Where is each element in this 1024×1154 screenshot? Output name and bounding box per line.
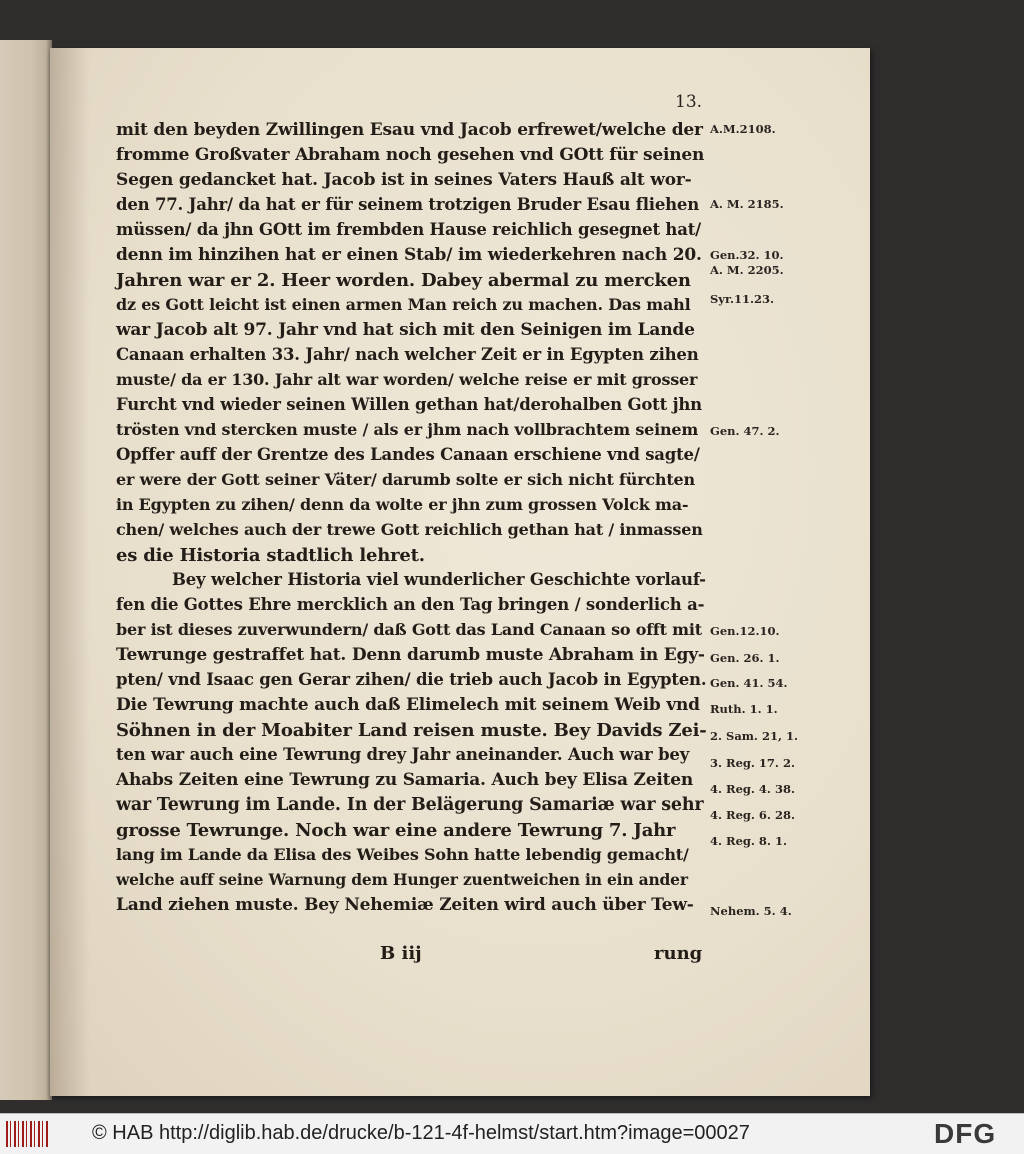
text-line: welche auff seine Warnung dem Hunger zuentweichen in ein ander — [116, 870, 688, 889]
margin-note: Nehem. 5. 4. — [710, 904, 792, 918]
text-line: in Egypten zu zihen/ denn da wolte er jhn zum grossen Volck ma- — [116, 495, 689, 514]
facing-page-edge — [0, 40, 52, 1100]
catchword: rung — [654, 943, 703, 964]
margin-note: 4. Reg. 6. 28. — [710, 808, 795, 822]
margin-note: Gen. 41. 54. — [710, 676, 788, 690]
text-line: grosse Tewrunge. Noch war eine andere Tewrung 7. Jahr — [116, 820, 676, 841]
copyright-url[interactable]: © HAB http://diglib.hab.de/drucke/b-121-4f-helmst/start.htm?image=00027 — [92, 1122, 750, 1144]
text-line: Söhnen in der Moabiter Land reisen muste. Bey Davids Zei- — [116, 720, 707, 741]
margin-note: Gen. 26. 1. — [710, 651, 780, 665]
book-page — [50, 48, 870, 1096]
margin-note: 2. Sam. 21, 1. — [710, 729, 798, 743]
margin-note: Gen.12.10. — [710, 624, 780, 638]
text-line: er were der Gott seiner Väter/ darumb solte er sich nicht fürchten — [116, 470, 695, 489]
text-line: fromme Großvater Abraham noch gesehen vnd GOtt für seinen — [116, 145, 705, 165]
text-line: pten/ vnd Isaac gen Gerar zihen/ die trieb auch Jacob in Egypten. — [116, 670, 707, 689]
text-line: müssen/ da jhn GOtt im frembden Hause reichlich gesegnet hat/ — [116, 220, 701, 239]
signature-mark: B iij — [380, 943, 422, 964]
text-line: war Jacob alt 97. Jahr vnd hat sich mit den Seinigen im Lande — [116, 320, 695, 340]
text-line: dz es Gott leicht ist einen armen Man reich zu machen. Das mahl — [116, 295, 691, 314]
text-line: Furcht vnd wieder seinen Willen gethan hat/derohalben Gott jhn — [116, 395, 702, 414]
text-line: ten war auch eine Tewrung drey Jahr aneinander. Auch war bey — [116, 745, 690, 764]
text-line: Tewrunge gestraffet hat. Denn darumb muste Abraham in Egy- — [116, 645, 705, 665]
text-line: Land ziehen muste. Bey Nehemiæ Zeiten wird auch über Tew- — [116, 895, 694, 915]
text-line: muste/ da er 130. Jahr alt war worden/ welche reise er mit grosser — [116, 370, 698, 389]
margin-note: Ruth. 1. 1. — [710, 702, 778, 716]
margin-note: Gen. 47. 2. — [710, 424, 780, 438]
text-line: ber ist dieses zuverwundern/ daß Gott das Land Canaan so offt mit — [116, 620, 702, 639]
text-line: Die Tewrung machte auch daß Elimelech mit seinem Weib vnd — [116, 695, 700, 715]
text-line: fen die Gottes Ehre mercklich an den Tag bringen / sonderlich a- — [116, 595, 705, 614]
page-number: 13. — [675, 92, 703, 112]
paragraph-first-line: Bey welcher Historia viel wunderlicher Geschichte vorlauf- — [172, 570, 706, 589]
text-line: Opffer auff der Grentze des Landes Canaan erschiene vnd sagte/ — [116, 445, 700, 464]
text-line: mit den beyden Zwillingen Esau vnd Jacob erfrewet/welche der — [116, 120, 703, 140]
text-line: trösten vnd stercken muste / als er jhm nach vollbrachtem seinem — [116, 420, 699, 439]
footer-bar — [0, 1113, 1024, 1154]
text-line: den 77. Jahr/ da hat er für seinem trotzigen Bruder Esau fliehen — [116, 195, 700, 214]
text-line: chen/ welches auch der trewe Gott reichlich gethan hat / inmassen — [116, 520, 703, 539]
text-line: denn im hinzihen hat er einen Stab/ im wiederkehren nach 20. — [116, 245, 702, 265]
gutter-shadow — [50, 48, 90, 1096]
margin-note: A. M. 2205. — [710, 263, 784, 277]
margin-note: 4. Reg. 8. 1. — [710, 834, 787, 848]
text-line: es die Historia stadtlich lehret. — [116, 545, 425, 566]
margin-note: A. M. 2185. — [710, 197, 784, 211]
text-line: Ahabs Zeiten eine Tewrung zu Samaria. Auch bey Elisa Zeiten — [116, 770, 694, 790]
text-line: war Tewrung im Lande. In der Belägerung Samariæ war sehr — [116, 795, 704, 815]
margin-note: Syr.11.23. — [710, 292, 775, 306]
margin-note: 3. Reg. 17. 2. — [710, 756, 795, 770]
hab-barcode-icon — [6, 1121, 48, 1147]
text-line: Canaan erhalten 33. Jahr/ nach welcher Zeit er in Egypten zihen — [116, 345, 699, 364]
text-line: lang im Lande da Elisa des Weibes Sohn hatte lebendig gemacht/ — [116, 845, 689, 864]
margin-note: A.M.2108. — [710, 122, 776, 136]
margin-note: Gen.32. 10. — [710, 248, 784, 262]
dfg-logo: DFG — [934, 1118, 997, 1149]
margin-note: 4. Reg. 4. 38. — [710, 782, 795, 796]
text-line: Jahren war er 2. Heer worden. Dabey abermal zu mercken — [116, 270, 691, 291]
text-line: Segen gedancket hat. Jacob ist in seines Vaters Hauß alt wor- — [116, 170, 692, 190]
